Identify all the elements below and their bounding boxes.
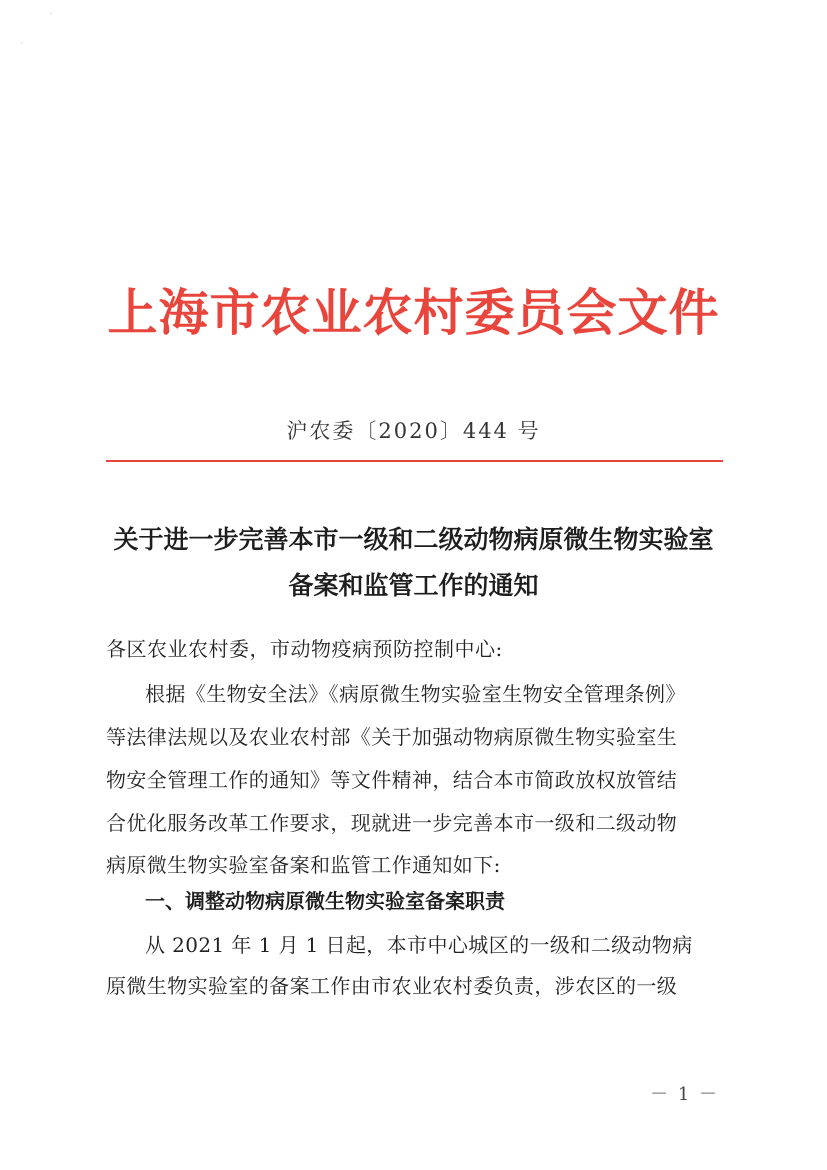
salutation: 各区农业农村委，市动物疫病预防控制中心: [106,637,503,661]
body-text-line: 合优化服务改革工作要求，现就进一步完善本市一级和二级动物 [106,811,678,835]
body-text-line: 原微生物实验室的备案工作由市农业农村委负责，涉农区的一级 [106,974,678,998]
document-number: 沪农委〔2020〕444 号 [286,419,541,443]
body-text-line: 物安全管理工作的通知》等文件精神，结合本市简政放权放管结 [106,768,678,792]
body-text-line: 病原微生物实验室备案和监管工作通知如下: [106,853,501,877]
scan-mark: · [20,39,24,50]
body-text-line: 等法律法规以及农业农村部《关于加强动物病原微生物实验室生 [106,725,678,749]
red-divider [106,460,723,462]
body-text-line: 根据《生物安全法》《病原微生物实验室生物安全管理条例》 [145,682,686,706]
masthead-title: 上海市农业农村委员会文件 [107,283,720,342]
scan-mark: ˊ [48,13,53,24]
notice-title-line: 备案和监管工作的通知 [288,571,539,600]
section-heading: 一、调整动物病原微生物实验室备案职责 [145,889,505,913]
body-text-line: 从 2021 年 1 月 1 日起，本市中心城区的一级和二级动物病 [145,933,693,957]
page-number: － 1 － [650,1084,719,1105]
notice-title-line: 关于进一步完善本市一级和二级动物病原微生物实验室 [113,525,714,554]
